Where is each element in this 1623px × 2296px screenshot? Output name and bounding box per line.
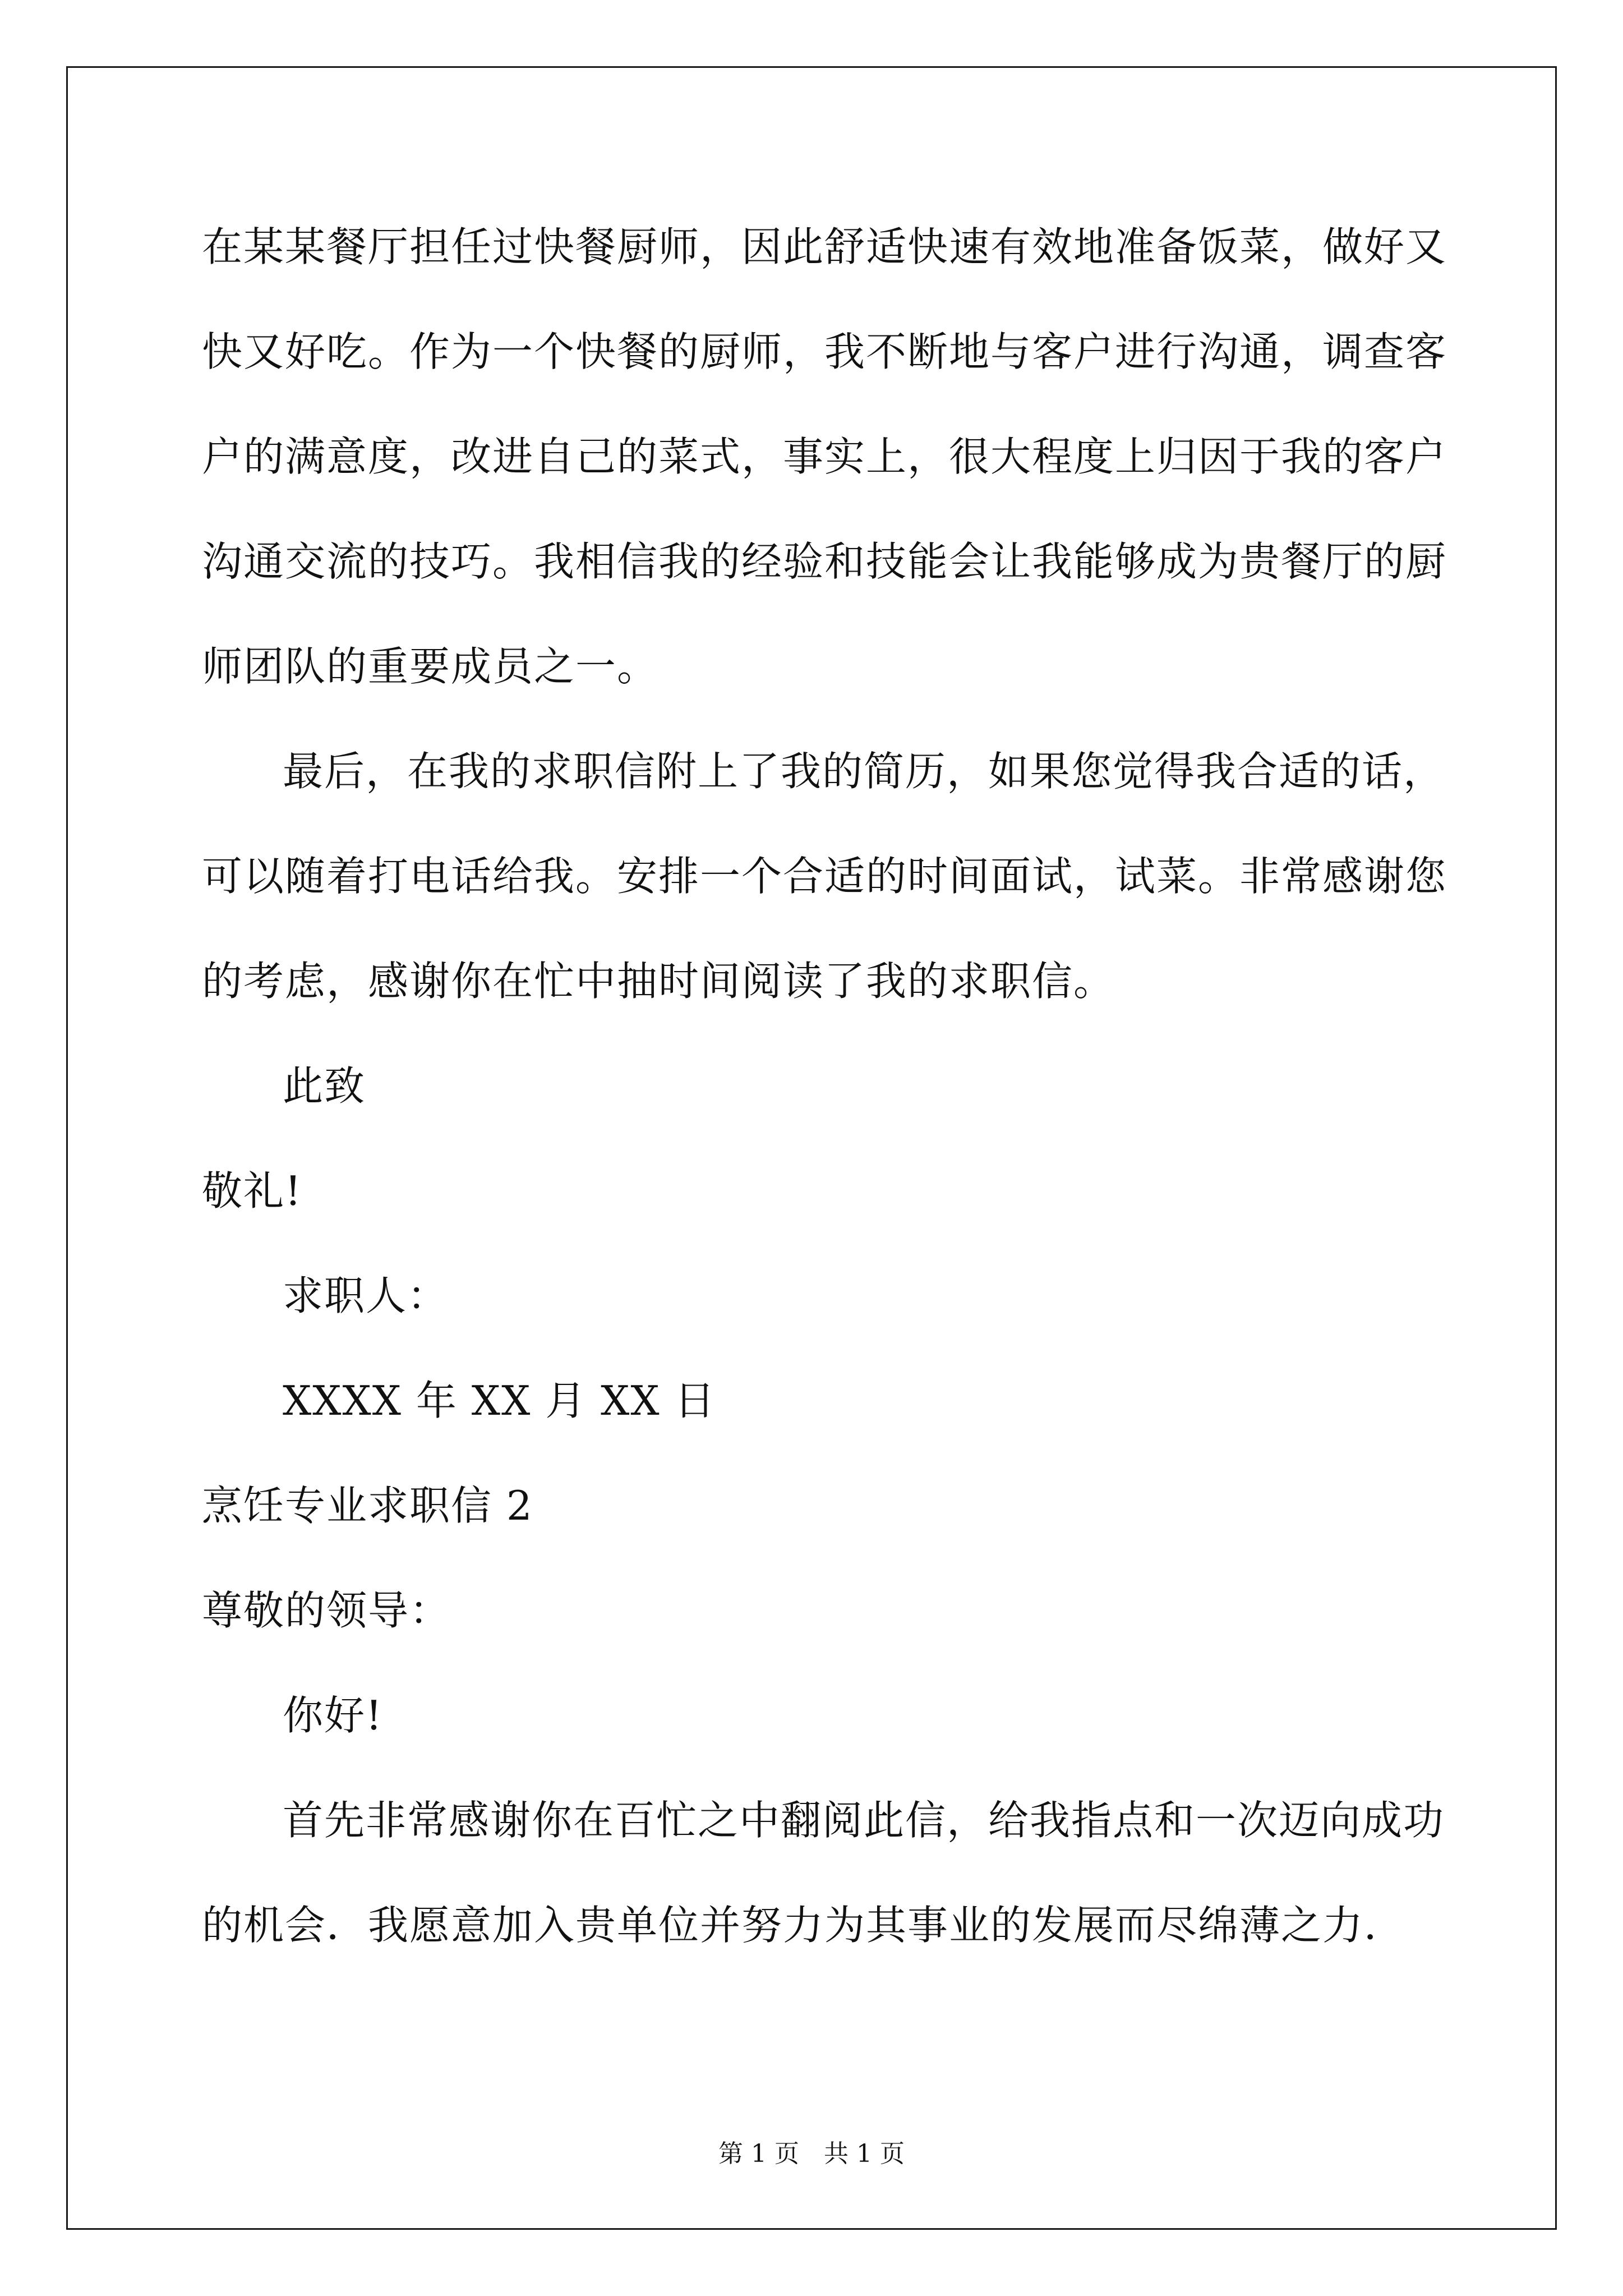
- text-line: 快又好吃。作为一个快餐的厨师，我不断地与客户进行沟通，调查客: [202, 328, 1447, 375]
- applicant-label: 求职人：: [283, 1272, 449, 1319]
- text-line: 可以随着打电话给我。安排一个合适的时间面试，试菜。非常感谢您: [202, 853, 1447, 900]
- greeting-hello: 你好!: [283, 1692, 383, 1739]
- text-line: 在某某餐厅担任过快餐厨师，因此舒适快速有效地准备饭菜，做好又: [202, 223, 1447, 270]
- date-line: XXXX 年 XX 月 XX 日: [283, 1377, 716, 1424]
- text-line: 沟通交流的技巧。我相信我的经验和技能会让我能够成为贵餐厅的厨: [202, 538, 1447, 585]
- text-line: 的考虑，感谢你在忙中抽时间阅读了我的求职信。: [202, 958, 1115, 1005]
- text-line: 最后，在我的求职信附上了我的简历，如果您觉得我合适的话，: [283, 748, 1445, 795]
- page-number-footer: 第 1 页 共 1 页: [718, 2139, 905, 2168]
- text-line: 户的满意度，改进自己的菜式，事实上，很大程度上归因于我的客户: [202, 433, 1447, 480]
- section-title: 烹饪专业求职信 2: [202, 1482, 533, 1529]
- text-line: 的机会．我愿意加入贵单位并努力为其事业的发展而尽绵薄之力．: [202, 1902, 1406, 1949]
- salutation-regards: 敬礼!: [202, 1167, 302, 1214]
- text-line: 首先非常感谢你在百忙之中翻阅此信，给我指点和一次迈向成功: [283, 1797, 1445, 1844]
- text-line: 师团队的重要成员之一。: [202, 643, 659, 690]
- greeting-recipient: 尊敬的领导：: [202, 1587, 451, 1634]
- salutation-closing: 此致: [283, 1062, 366, 1110]
